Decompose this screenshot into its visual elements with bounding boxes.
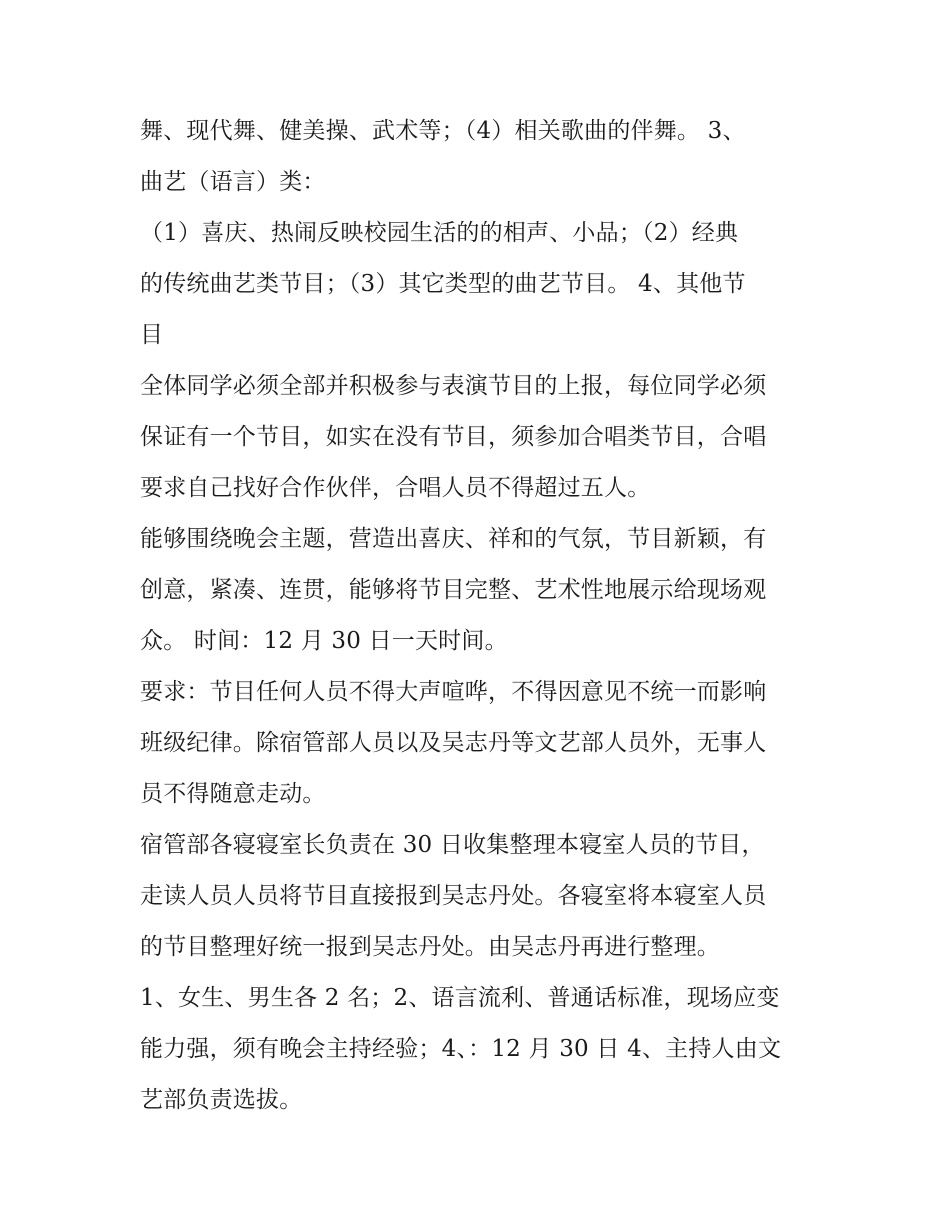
text-line: 1、女生、男生各 2 名；2、语言流利、普通话标准，现场应变 (140, 985, 780, 1011)
text-line: 全体同学必须全部并积极参与表演节目的上报，每位同学必须 (140, 373, 767, 399)
text-line: 艺部负责选拔。 (140, 1087, 303, 1113)
text-line: 的节目整理好统一报到吴志丹处。由吴志丹再进行整理。 (140, 934, 720, 960)
text-line: 舞、现代舞、健美操、武术等；（4）相关歌曲的伴舞。 3、 (140, 118, 746, 144)
document-body (140, 106, 820, 1126)
text-line: 创意，紧凑、连贯，能够将节目完整、艺术性地展示给现场观 (140, 577, 767, 603)
text-line: 能力强，须有晚会主持经验；4、：12 月 30 日 4、主持人由文 (140, 1036, 782, 1062)
text-line: 众。 时间：12 月 30 日一天时间。 (140, 628, 508, 654)
text-line: （1）喜庆、热闹反映校园生活的的相声、小品；（2）经典 (140, 220, 739, 246)
text-line: 目 (140, 322, 164, 348)
text-line: 要求：节目任何人员不得大声喧哗，不得因意见不统一而影响 (140, 679, 767, 705)
text-line: 保证有一个节目，如实在没有节目，须参加合唱类节目，合唱 (140, 424, 767, 450)
text-line: 员不得随意走动。 (140, 781, 326, 807)
text-line: 能够围绕晚会主题，营造出喜庆、祥和的气氛，节目新颖，有 (140, 526, 767, 552)
text-line: 宿管部各寝寝室长负责在 30 日收集整理本寝室人员的节目， (140, 832, 765, 858)
text-line: 走读人员人员将节目直接报到吴志丹处。各寝室将本寝室人员 (140, 883, 767, 909)
text-line: 班级纪律。除宿管部人员以及吴志丹等文艺部人员外，无事人 (140, 730, 767, 756)
text-line: 要求自己找好合作伙伴，合唱人员不得超过五人。 (140, 475, 651, 501)
text-line: 的传统曲艺类节目；（3）其它类型的曲艺节目。 4、其他节 (140, 271, 746, 297)
text-line: 曲艺（语言）类： (140, 169, 326, 195)
